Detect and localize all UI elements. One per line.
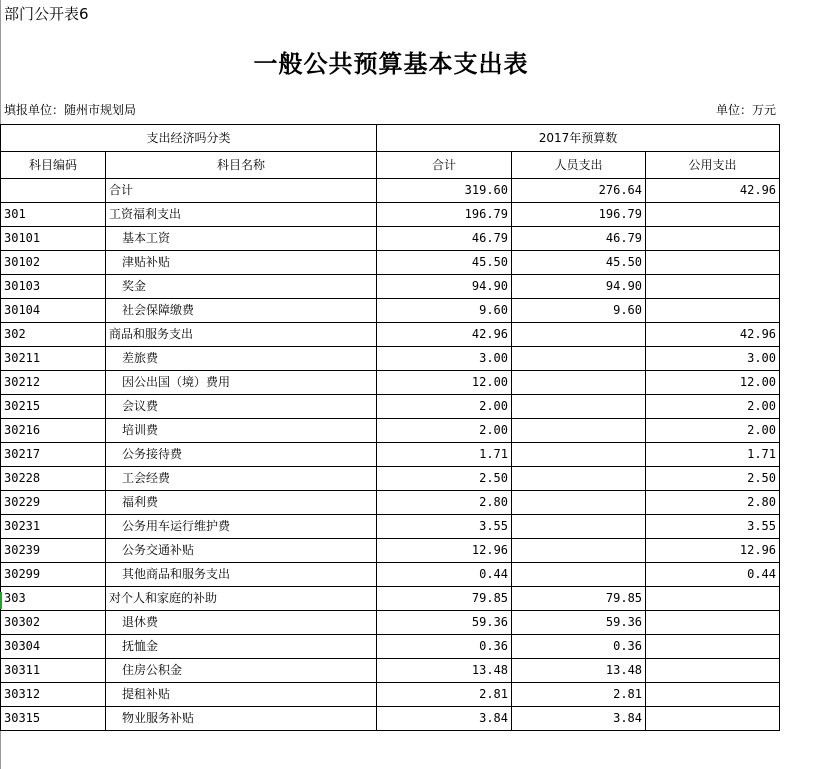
row-personnel: [512, 563, 646, 587]
row-public: [646, 203, 780, 227]
row-total: 79.85: [377, 587, 512, 611]
row-personnel: 94.90: [512, 275, 646, 299]
row-code: 30102: [1, 251, 106, 275]
row-name: 其他商品和服务支出: [106, 563, 377, 587]
budget-table: [0, 124, 780, 731]
row-total: 0.44: [377, 563, 512, 587]
row-name: 因公出国（境）费用: [106, 371, 377, 395]
row-public: 2.50: [646, 467, 780, 491]
row-total: 3.00: [377, 347, 512, 371]
header-code: 科目编码: [1, 152, 106, 179]
header-personnel: 人员支出: [512, 152, 646, 179]
row-public: 3.55: [646, 515, 780, 539]
row-code: 30211: [1, 347, 106, 371]
row-total: 13.48: [377, 659, 512, 683]
row-code: 30304: [1, 635, 106, 659]
row-total: 12.96: [377, 539, 512, 563]
row-personnel: [512, 515, 646, 539]
form-number-label: 部门公开表6: [4, 5, 89, 23]
row-code: 30101: [1, 227, 106, 251]
row-total: 94.90: [377, 275, 512, 299]
row-name: 公务接待费: [106, 443, 377, 467]
selected-cell-marker: [0, 592, 2, 609]
row-total: 2.50: [377, 467, 512, 491]
row-total: 196.79: [377, 203, 512, 227]
header-column-row: [1, 152, 780, 179]
row-public: [646, 299, 780, 323]
row-public: [646, 611, 780, 635]
row-code: 30212: [1, 371, 106, 395]
row-name: 差旅费: [106, 347, 377, 371]
row-personnel: 46.79: [512, 227, 646, 251]
table-row: [1, 323, 780, 347]
row-name: 提租补贴: [106, 683, 377, 707]
row-code: 30311: [1, 659, 106, 683]
row-name: 商品和服务支出: [106, 323, 377, 347]
row-name: 对个人和家庭的补助: [106, 587, 377, 611]
row-personnel: [512, 467, 646, 491]
table-row: [1, 251, 780, 275]
filing-unit-label: 填报单位：随州市规划局: [4, 103, 137, 117]
row-code: 30239: [1, 539, 106, 563]
row-personnel: [512, 371, 646, 395]
row-personnel: [512, 539, 646, 563]
table-row: [1, 491, 780, 515]
row-name: 工会经费: [106, 467, 377, 491]
header-budget-year: 2017年预算数: [377, 125, 780, 152]
row-code: 30299: [1, 563, 106, 587]
row-personnel: 196.79: [512, 203, 646, 227]
row-code: 30229: [1, 491, 106, 515]
row-code: 30215: [1, 395, 106, 419]
row-total: 3.55: [377, 515, 512, 539]
row-code: 303: [1, 587, 106, 611]
row-code: 30315: [1, 707, 106, 731]
table-row: [1, 179, 780, 203]
row-code: 30231: [1, 515, 106, 539]
row-code: 30228: [1, 467, 106, 491]
row-total: 2.00: [377, 395, 512, 419]
table-row: [1, 515, 780, 539]
header-name: 科目名称: [106, 152, 377, 179]
row-name: 奖金: [106, 275, 377, 299]
row-public: 2.00: [646, 395, 780, 419]
table-row: [1, 203, 780, 227]
row-personnel: 2.81: [512, 683, 646, 707]
row-public: 3.00: [646, 347, 780, 371]
row-name: 培训费: [106, 419, 377, 443]
row-public: 12.96: [646, 539, 780, 563]
table-row: [1, 419, 780, 443]
row-personnel: 9.60: [512, 299, 646, 323]
row-total: 2.00: [377, 419, 512, 443]
row-personnel: [512, 323, 646, 347]
row-personnel: 3.84: [512, 707, 646, 731]
row-public: 42.96: [646, 323, 780, 347]
row-personnel: 0.36: [512, 635, 646, 659]
table-row: [1, 683, 780, 707]
row-name: 津贴补贴: [106, 251, 377, 275]
table-row: [1, 563, 780, 587]
table-row: [1, 227, 780, 251]
row-total: 9.60: [377, 299, 512, 323]
row-public: [646, 275, 780, 299]
row-code: 30312: [1, 683, 106, 707]
budget-table-body: [1, 179, 780, 731]
row-code: 30216: [1, 419, 106, 443]
row-total: 3.84: [377, 707, 512, 731]
row-name: 社会保障缴费: [106, 299, 377, 323]
row-public: 1.71: [646, 443, 780, 467]
table-row: [1, 467, 780, 491]
table-row: [1, 707, 780, 731]
row-public: [646, 251, 780, 275]
row-code: [1, 179, 106, 203]
row-personnel: [512, 443, 646, 467]
row-name: 抚恤金: [106, 635, 377, 659]
table-row: [1, 371, 780, 395]
table-row: [1, 611, 780, 635]
row-total: 2.80: [377, 491, 512, 515]
row-code: 301: [1, 203, 106, 227]
row-personnel: [512, 491, 646, 515]
row-code: 30217: [1, 443, 106, 467]
row-public: [646, 227, 780, 251]
row-name: 福利费: [106, 491, 377, 515]
row-public: [646, 683, 780, 707]
row-public: [646, 587, 780, 611]
table-row: [1, 659, 780, 683]
row-personnel: [512, 419, 646, 443]
header-group-row: [1, 125, 780, 152]
row-name: 公务交通补贴: [106, 539, 377, 563]
row-name: 合计: [106, 179, 377, 203]
table-row: [1, 395, 780, 419]
row-public: 12.00: [646, 371, 780, 395]
row-personnel: 276.64: [512, 179, 646, 203]
table-row: [1, 275, 780, 299]
row-public: 42.96: [646, 179, 780, 203]
table-row: [1, 635, 780, 659]
row-personnel: [512, 347, 646, 371]
row-personnel: [512, 395, 646, 419]
row-total: 45.50: [377, 251, 512, 275]
row-name: 会议费: [106, 395, 377, 419]
row-code: 30103: [1, 275, 106, 299]
header-public: 公用支出: [646, 152, 780, 179]
row-total: 319.60: [377, 179, 512, 203]
row-personnel: 59.36: [512, 611, 646, 635]
row-personnel: 13.48: [512, 659, 646, 683]
row-name: 工资福利支出: [106, 203, 377, 227]
table-row: [1, 443, 780, 467]
row-public: 2.00: [646, 419, 780, 443]
row-name: 住房公积金: [106, 659, 377, 683]
table-row: [1, 299, 780, 323]
unit-label: 单位：万元: [715, 103, 776, 117]
row-personnel: 45.50: [512, 251, 646, 275]
table-row: [1, 539, 780, 563]
row-code: 302: [1, 323, 106, 347]
row-public: [646, 635, 780, 659]
row-public: [646, 707, 780, 731]
row-public: 2.80: [646, 491, 780, 515]
row-total: 2.81: [377, 683, 512, 707]
header-total: 合计: [377, 152, 512, 179]
row-total: 12.00: [377, 371, 512, 395]
row-total: 1.71: [377, 443, 512, 467]
table-row: [1, 347, 780, 371]
row-total: 0.36: [377, 635, 512, 659]
row-name: 物业服务补贴: [106, 707, 377, 731]
row-code: 30104: [1, 299, 106, 323]
row-name: 退休费: [106, 611, 377, 635]
row-total: 42.96: [377, 323, 512, 347]
row-public: 0.44: [646, 563, 780, 587]
row-name: 基本工资: [106, 227, 377, 251]
row-public: [646, 659, 780, 683]
table-row: [1, 587, 780, 611]
header-economic-classification: 支出经济吗分类: [1, 125, 377, 152]
row-personnel: 79.85: [512, 587, 646, 611]
row-name: 公务用车运行维护费: [106, 515, 377, 539]
page-title: 一般公共预算基本支出表: [253, 49, 529, 78]
row-total: 46.79: [377, 227, 512, 251]
row-total: 59.36: [377, 611, 512, 635]
row-code: 30302: [1, 611, 106, 635]
